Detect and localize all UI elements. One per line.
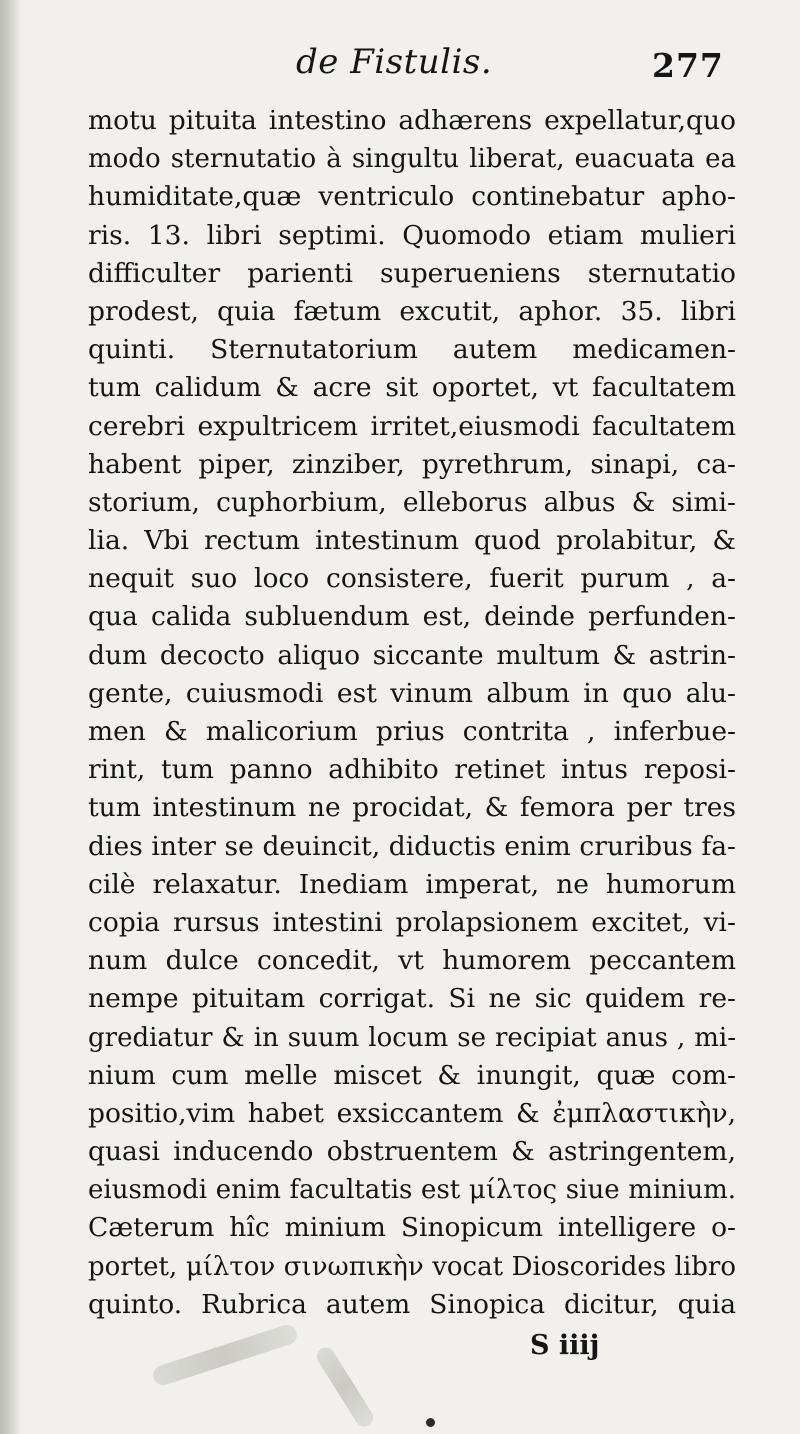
page-gutter-shadow [0, 0, 22, 1434]
text-line: dum decocto aliquo siccante multum & astrin- [88, 639, 736, 671]
text-line: cerebri expultricem irritet,eiusmodi facultatem [88, 410, 736, 442]
text-line: men & malicorium prius contrita , inferbue- [88, 716, 736, 747]
ink-speck [426, 1418, 435, 1427]
text-line: nium cum melle miscet & inungit, quæ com- [88, 1059, 736, 1091]
text-line: quinto. Rubrica autem Sinopica dicitur, quia [88, 1288, 736, 1320]
text-line: tum intestinum ne procidat, & femora per tres [88, 792, 736, 824]
signature-mark: S iiij [530, 1330, 600, 1361]
text-line: nempe pituitam corrigat. Si ne sic quidem re- [88, 983, 736, 1015]
text-line: num dulce concedit, vt humorem peccantem [88, 945, 736, 977]
paper-stain [314, 1344, 377, 1430]
text-line: gente, cuiusmodi est vinum album in quo alu- [88, 677, 736, 709]
text-line: dies inter se deuincit, diductis enim cruribus fa- [88, 830, 736, 862]
body-text [88, 102, 736, 1324]
text-line: ris. 13. libri septimi. Quomodo etiam mulieri [88, 219, 736, 251]
text-line: eiusmodi enim facultatis est μίλτος siue minium. [88, 1175, 736, 1206]
running-title: de Fistulis. [296, 42, 493, 82]
text-line: prodest, quia fætum excutit, aphor. 35. libri [88, 295, 736, 327]
text-line: habent piper, zinziber, pyrethrum, sinapi, ca- [88, 448, 736, 480]
text-line: cilè relaxatur. Inediam imperat, ne humorum [88, 868, 736, 900]
text-line: nequit suo loco consistere, fuerit purum , a- [88, 563, 736, 595]
text-line: Cæterum hîc minium Sinopicum intelligere o- [88, 1212, 736, 1244]
text-line: copia rursus intestini prolapsionem excitet, vi- [88, 906, 736, 938]
text-line: difficulter parienti superueniens sternutatio [88, 257, 736, 289]
text-line: portet, μίλτον σινωπικὴν vocat Dioscorides libro [88, 1251, 736, 1282]
text-line: grediatur & in suum locum se recipiat anus , mi- [88, 1022, 736, 1053]
text-line: modo sternutatio à singultu liberat, euacuata ea [88, 144, 736, 175]
paper-stain [151, 1322, 300, 1387]
text-line: motu pituita intestino adhærens expellatur,quo [88, 105, 736, 136]
text-line: rint, tum panno adhibito retinet intus reposi- [88, 754, 736, 786]
text-line: humiditate,quæ ventriculo continebatur apho- [88, 181, 736, 213]
text-line: tum calidum & acre sit oportet, vt facultatem [88, 372, 736, 404]
text-line: positio,vim habet exsiccantem & ἐμπλαστικὴν, [88, 1097, 736, 1129]
text-line: quinti. Sternutatorium autem medicamen- [88, 334, 736, 366]
page-number: 277 [652, 46, 724, 85]
text-line: qua calida subluendum est, deinde perfunden- [88, 601, 736, 633]
text-line: quasi inducendo obstruentem & astringentem, [88, 1136, 736, 1168]
text-line: lia. Vbi rectum intestinum quod prolabitur, & [88, 525, 736, 557]
text-line: storium, cuphorbium, elleborus albus & simi- [88, 486, 736, 518]
